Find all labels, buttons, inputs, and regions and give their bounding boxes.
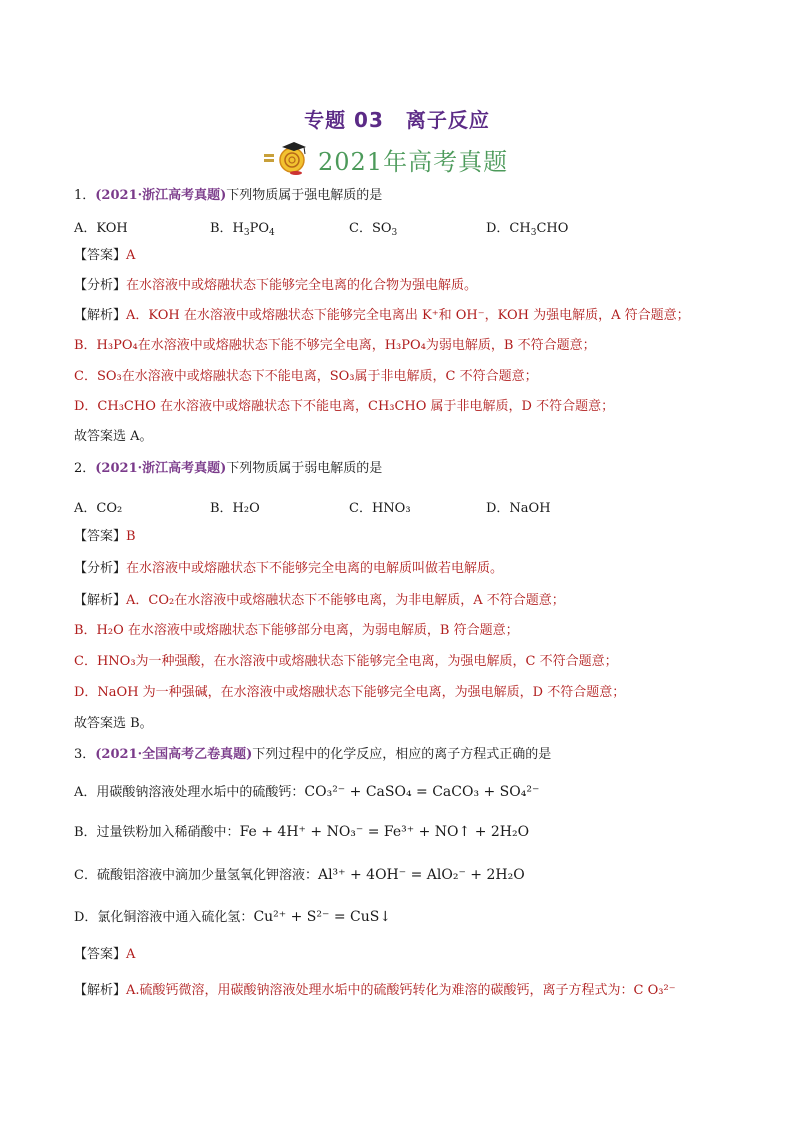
q1-option-d: D．$CH_3CHO$ — [486, 221, 569, 238]
q3-answer: 【答案】A — [74, 947, 136, 962]
q3-stem: 3．(2021·全国高考乙卷真题)下列过程中的化学反应，相应的离子方程式正确的是 — [74, 747, 552, 762]
q1-explanation-a: 【解析】A．KOH 在水溶液中或熔融状态下能够完全电离出 K⁺和 OH⁻，KOH 为强电解质，A 符合题意； — [74, 308, 690, 323]
banner-text: 2021年高考真题 — [318, 148, 509, 176]
q2-conclusion: 故答案选 B。 — [74, 716, 153, 731]
q2-explanation-a: 【解析】A．CO₂在水溶液中或熔融状态下不能够电离，为非电解质，A 不符合题意； — [74, 593, 565, 608]
mascot-logo-icon — [262, 140, 310, 176]
q3-option-c-equation: Al³⁺ + 4OH⁻ = AlO₂⁻ + 2H₂O — [317, 867, 525, 883]
q1-explanation-c: C．SO₃在水溶液中或熔融状态下不能电离，SO₃属于非电解质，C 不符合题意； — [74, 369, 538, 384]
q1-explanation-d: D．CH₃CHO 在水溶液中或熔融状态下不能电离，CH₃CHO 属于非电解质，D 不符合题意； — [74, 399, 615, 414]
q3-option-c: C．硫酸铝溶液中滴加少量氢氧化钾溶液：Al³⁺ + 4OH⁻ = AlO₂⁻ + 2H₂O — [74, 867, 525, 883]
q1-source: (2021·浙江高考真题) — [95, 188, 227, 203]
title-part1: 专题 03 — [304, 108, 384, 132]
q3-option-a: A．用碳酸钠溶液处理水垢中的硫酸钙：CO₃²⁻ + CaSO₄ = CaCO₃ + SO₄²⁻ — [74, 784, 540, 800]
q2-option-d: D．NaOH — [486, 501, 551, 516]
q3-option-b: B．过量铁粉加入稀硝酸中：Fe + 4H⁺ + NO₃⁻ = Fe³⁺ + NO↑ + 2H₂O — [74, 824, 530, 840]
banner — [262, 140, 532, 176]
q3-option-a-equation: CO₃²⁻ + CaSO₄ = CaCO₃ + SO₄²⁻ — [304, 784, 540, 800]
q3-option-d-equation: Cu²⁺ + S²⁻ = CuS↓ — [253, 909, 392, 925]
q1-option-c: C．$SO_3$ — [349, 221, 398, 238]
page-title — [0, 104, 794, 133]
q1-option-a: A．KOH — [74, 221, 128, 236]
q1-analysis: 【分析】在水溶液中或熔融状态下能够完全电离的化合物为强电解质。 — [74, 278, 478, 293]
q1-conclusion: 故答案选 A。 — [74, 429, 153, 444]
q2-explanation-c: C．HNO₃为一种强酸，在水溶液中或熔融状态下能够完全电离，为强电解质，C 不符合题意； — [74, 654, 618, 669]
title-part2: 离子反应 — [405, 108, 490, 132]
q2-explanation-b: B．H₂O 在水溶液中或熔融状态下能够部分电离，为弱电解质，B 符合题意； — [74, 623, 519, 638]
q2-option-a: A．CO₂ — [74, 501, 123, 516]
q1-answer: 【答案】A — [74, 248, 136, 263]
q2-option-c: C．HNO₃ — [349, 501, 411, 516]
q2-stem: 2．(2021·浙江高考真题)下列物质属于弱电解质的是 — [74, 461, 383, 476]
q3-option-d: D．氯化铜溶液中通入硫化氢：Cu²⁺ + S²⁻ = CuS↓ — [74, 909, 392, 925]
q2-explanation-d: D．NaOH 为一种强碱，在水溶液中或熔融状态下能够完全电离，为强电解质，D 不符合题意； — [74, 685, 626, 700]
q3-explanation-a: 【解析】A.硫酸钙微溶，用碳酸钠溶液处理水垢中的硫酸钙转化为难溶的碳酸钙，离子方程式为：C O₃²⁻ — [74, 983, 676, 998]
q2-option-b: B．H₂O — [210, 501, 260, 516]
q1-stem: 1．(2021·浙江高考真题)下列物质属于强电解质的是 — [74, 188, 383, 203]
q1-explanation-b: B．H₃PO₄在水溶液中或熔融状态下能不够完全电离，H₃PO₄为弱电解质，B 不符合题意； — [74, 338, 596, 353]
q2-answer: 【答案】B — [74, 529, 136, 544]
q3-source: (2021·全国高考乙卷真题) — [95, 747, 253, 762]
q2-analysis: 【分析】在水溶液中或熔融状态下不能够完全电离的电解质叫做若电解质。 — [74, 561, 504, 576]
q1-option-b: B．$H_3PO_4$ — [210, 221, 275, 238]
q3-option-b-equation: Fe + 4H⁺ + NO₃⁻ = Fe³⁺ + NO↑ + 2H₂O — [239, 824, 530, 840]
q2-source: (2021·浙江高考真题) — [95, 461, 227, 476]
